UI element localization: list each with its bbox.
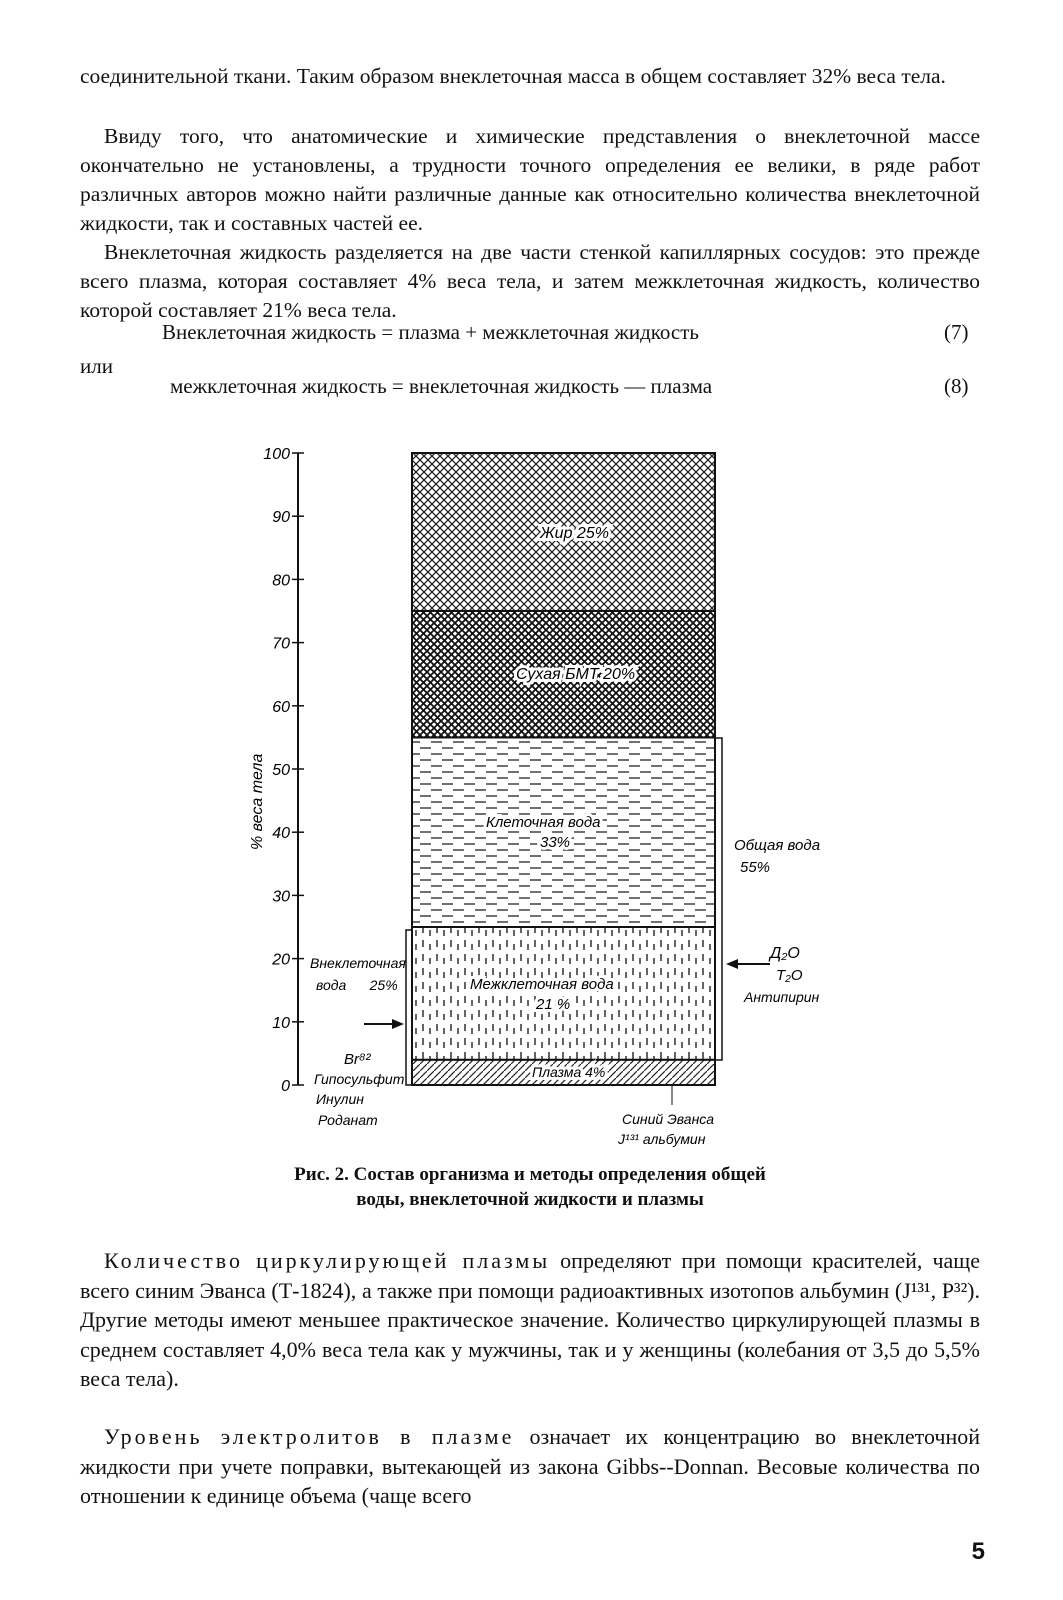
interstitial-water-label: Межклеточная вода <box>470 976 614 993</box>
y-tick-label: 80 <box>272 572 290 590</box>
extracellular-water-label-2: вода 25% <box>316 977 398 993</box>
equation-7: Внеклеточная жидкость = плазма + межклеточная жидкость <box>162 320 699 344</box>
y-tick-label: 20 <box>272 951 290 969</box>
y-tick-label: 10 <box>272 1014 290 1032</box>
paragraph-4 <box>80 1246 980 1394</box>
paragraph-5-text: означает их концентрацию во внеклеточной жидкости при учете поправки, вытекающей из закона Gibbs--Donnan. Весовые количества по отношении к единице объема (чаще всего <box>80 1424 981 1508</box>
or-word: или <box>80 354 113 378</box>
y-tick-label: 70 <box>272 635 290 653</box>
paragraph-5-lead: Уровень электролитов в плазме <box>104 1424 515 1449</box>
br82-label: Br⁸² <box>344 1051 371 1068</box>
t2o-label: Т₂О <box>776 967 803 984</box>
page-number: 5 <box>971 1538 985 1565</box>
y-tick-label: 50 <box>272 762 290 779</box>
rodanat-label: Роданат <box>318 1112 378 1128</box>
evans-blue-label: Синий Эванса <box>622 1111 715 1127</box>
albumin-label: J¹³¹ альбумин <box>618 1131 706 1147</box>
total-water-bracket <box>716 738 722 1060</box>
total-water-percent: 55% <box>740 859 771 876</box>
paragraph-3-text: Внеклеточная жидкость разделяется на две части стенкой капиллярных сосудов: это прежде всего плазма, которая составляет 4% веса тела, и затем межклеточная жидкость, количество которой составляет 21% веса тела. <box>80 240 980 322</box>
y-tick-label: 30 <box>272 888 290 906</box>
paragraph-4-lead: Количество циркулирующей плазмы <box>104 1248 551 1273</box>
equation-8: межклеточная жидкость = внеклеточная жидкость — плазма <box>170 374 713 398</box>
cell-water-percent: 33% <box>540 834 571 851</box>
equation-7-number: (7) <box>944 320 969 344</box>
cell-water-segment <box>412 737 715 927</box>
paragraph-1: соединительной ткани. Таким образом внеклеточная масса в общем составляет 32% веса тела. <box>80 64 946 88</box>
interstitial-water-segment <box>412 927 715 1060</box>
y-tick-label: 0 <box>281 1078 290 1095</box>
total-water-label: Общая вода <box>734 837 821 854</box>
y-tick-label: 100 <box>263 446 290 463</box>
y-tick-label: 90 <box>272 509 290 527</box>
extracellular-water-label-1: Внеклеточная <box>310 955 406 971</box>
y-tick-label: 40 <box>272 825 290 843</box>
paragraph-5 <box>80 1422 980 1511</box>
cell-water-label: Клеточная вода <box>486 814 601 831</box>
caption-line-2: воды, внеклеточной жидкости и плазмы <box>356 1189 704 1210</box>
paragraph-2-text: Ввиду того, что анатомические и химические представления о внеклеточной массе окончательно не установлены, а трудности точного определения ее велики, в ряде работ различных авторов можно найти различные данные как относительно количества внеклеточной жидкости, так и составных частей ее. <box>80 124 980 235</box>
antipyrin-label: Антипирин <box>744 989 820 1005</box>
y-axis-label: % веса тела <box>249 753 266 850</box>
paragraph-4-text: определяют при помощи красителей, чаще всего синим Эванса (Т-1824), а также при помощи радиоактивных изотопов альбумин (J¹³¹, P³²). Другие методы имеют меньшее практическое значение. Количество циркулирующей плазмы в среднем составляет 4,0% веса тела как у мужчины, так и у женщины (колебания от 3,5 до 5,5% веса тела). <box>80 1248 980 1391</box>
dry-label: Сухая БМТ 20% <box>516 666 636 683</box>
fat-label: Жир 25% <box>540 525 609 542</box>
caption-line-1: Рис. 2. Состав организма и методы определения общей <box>294 1164 766 1185</box>
equation-8-number: (8) <box>944 374 969 398</box>
inulin-label: Инулин <box>316 1091 364 1107</box>
interstitial-water-percent: 21 % <box>536 996 571 1013</box>
plasma-label: Плазма 4% <box>532 1064 606 1080</box>
d2o-label: Д₂О <box>770 945 800 962</box>
y-tick-label: 60 <box>272 698 290 716</box>
figure-caption <box>180 1162 880 1212</box>
hyposulfite-label: Гипосульфит <box>314 1071 405 1087</box>
